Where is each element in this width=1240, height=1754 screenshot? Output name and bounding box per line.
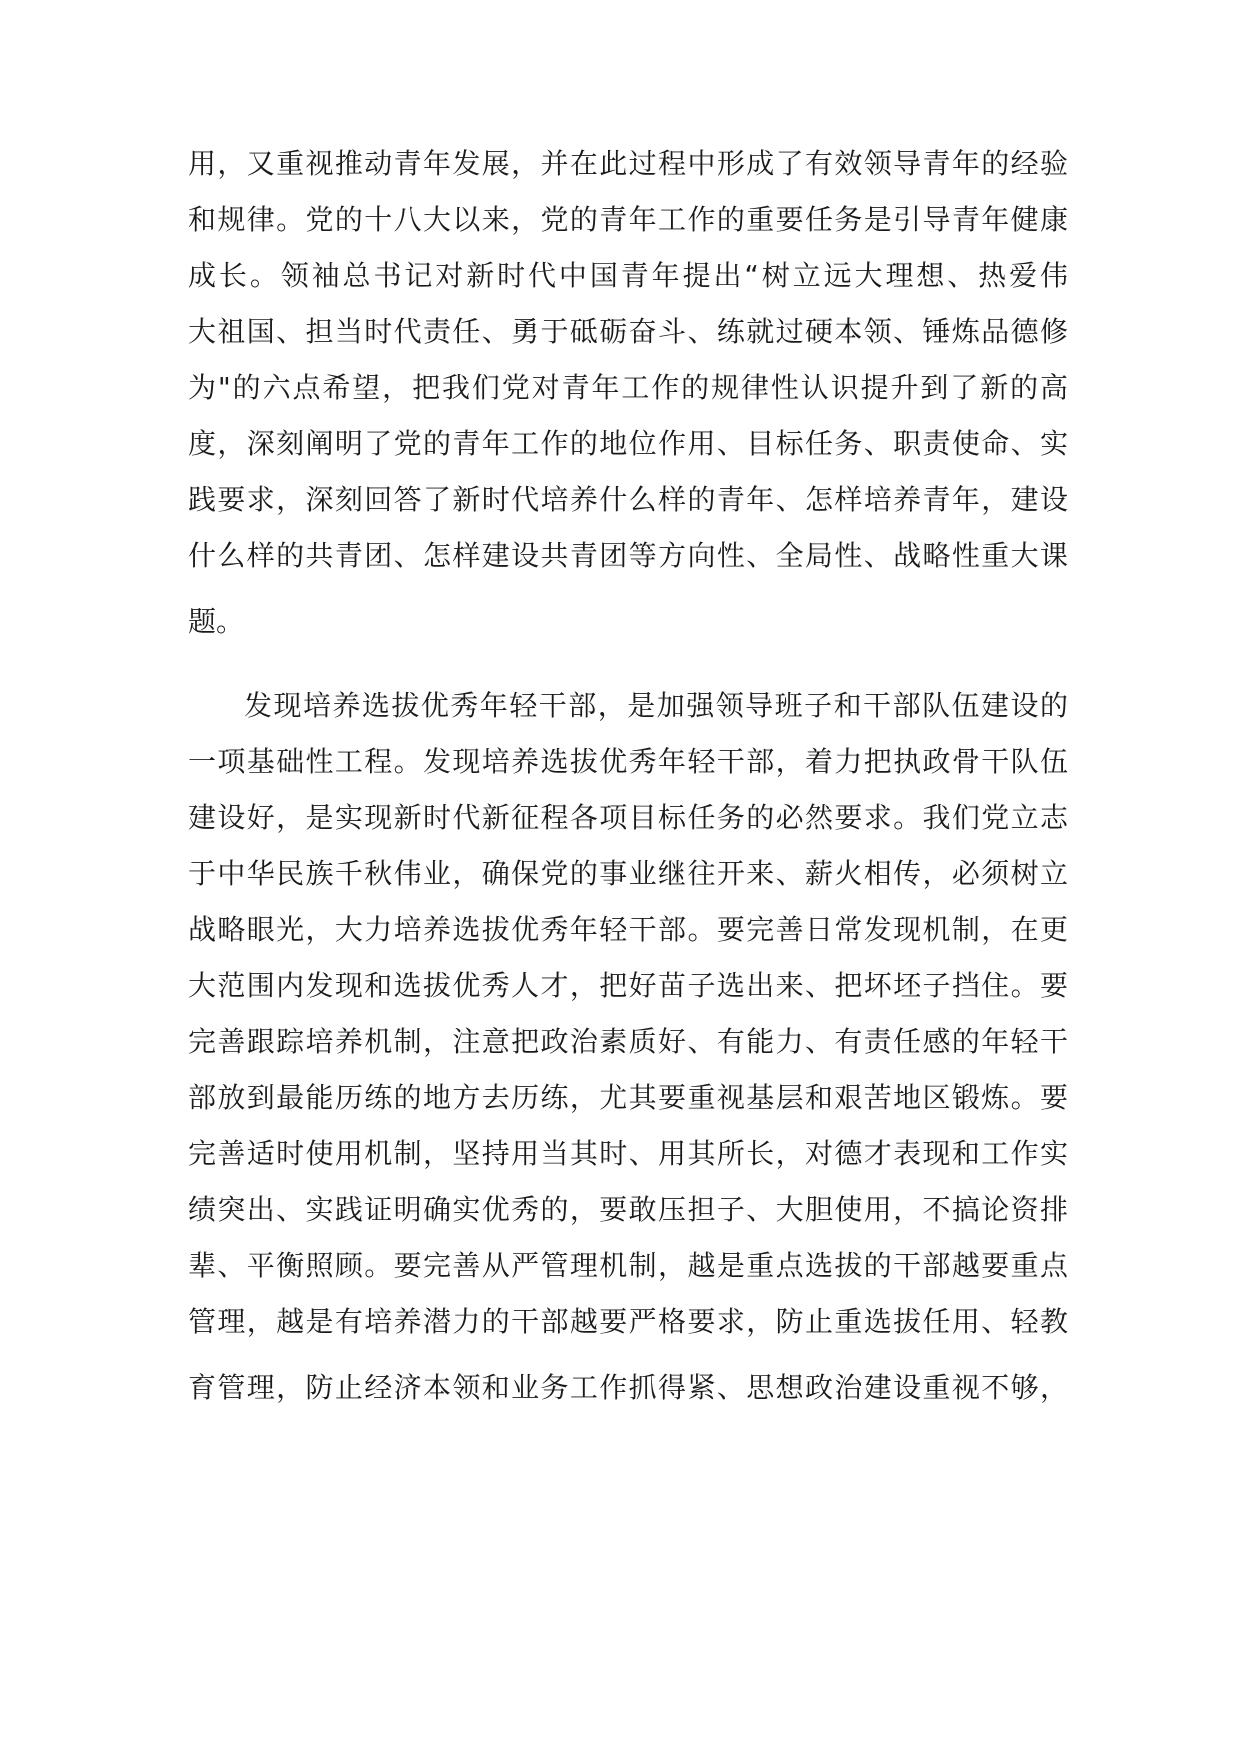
- paragraph-1-line-6: 度，深刻阐明了党的青年工作的地位作用、目标任务、职责使命、实: [188, 427, 1068, 460]
- paragraph-1-line-2: 和规律。党的十八大以来，党的青年工作的重要任务是引导青年健康: [188, 203, 1068, 236]
- paragraph-1-line-4: 大祖国、担当时代责任、勇于砥砺奋斗、练就过硬本领、锤炼品德修: [188, 315, 1068, 348]
- paragraph-2-line-5: 战略眼光，大力培养选拔优秀年轻干部。要完善日常发现机制，在更: [188, 913, 1068, 946]
- paragraph-2-line-2: 一项基础性工程。发现培养选拔优秀年轻干部，着力把执政骨干队伍: [188, 745, 1068, 778]
- paragraph-2-line-1: 发现培养选拔优秀年轻干部，是加强领导班子和干部队伍建设的: [244, 689, 1068, 722]
- paragraph-2-line-8: 部放到最能历练的地方去历练，尤其要重视基层和艰苦地区锻炼。要: [188, 1081, 1068, 1114]
- paragraph-2-line-6: 大范围内发现和选拔优秀人才，把好苗子选出来、把坏坯子挡住。要: [188, 969, 1068, 1002]
- paragraph-1-line-9: 题。: [188, 605, 245, 638]
- paragraph-1-line-5: 为"的六点希望，把我们党对青年工作的规律性认识提升到了新的高: [188, 371, 1068, 404]
- paragraph-2-line-13: 育管理，防止经济本领和业务工作抓得紧、思想政治建设重视不够，: [188, 1371, 1068, 1404]
- paragraph-1-line-3: 成长。领袖总书记对新时代中国青年提出“树立远大理想、热爱伟: [188, 259, 1068, 292]
- paragraph-1-line-8: 什么样的共青团、怎样建设共青团等方向性、全局性、战略性重大课: [188, 539, 1068, 572]
- paragraph-2-line-3: 建设好，是实现新时代新征程各项目标任务的必然要求。我们党立志: [188, 801, 1068, 834]
- paragraph-2-line-11: 辈、平衡照顾。要完善从严管理机制，越是重点选拔的干部越要重点: [188, 1249, 1068, 1282]
- paragraph-2-line-12: 管理，越是有培养潜力的干部越要严格要求，防止重选拔任用、轻教: [188, 1305, 1068, 1338]
- paragraph-2-line-10: 绩突出、实践证明确实优秀的，要敢压担子、大胆使用，不搞论资排: [188, 1193, 1068, 1226]
- paragraph-1-line-7: 践要求，深刻回答了新时代培养什么样的青年、怎样培养青年，建设: [188, 483, 1068, 516]
- paragraph-2-line-7: 完善跟踪培养机制，注意把政治素质好、有能力、有责任感的年轻干: [188, 1025, 1068, 1058]
- paragraph-2-line-9: 完善适时使用机制，坚持用当其时、用其所长，对德才表现和工作实: [188, 1137, 1068, 1170]
- paragraph-1-line-1: 用，又重视推动青年发展，并在此过程中形成了有效领导青年的经验: [188, 147, 1068, 180]
- paragraph-2-line-4: 于中华民族千秋伟业，确保党的事业继往开来、薪火相传，必须树立: [188, 857, 1068, 890]
